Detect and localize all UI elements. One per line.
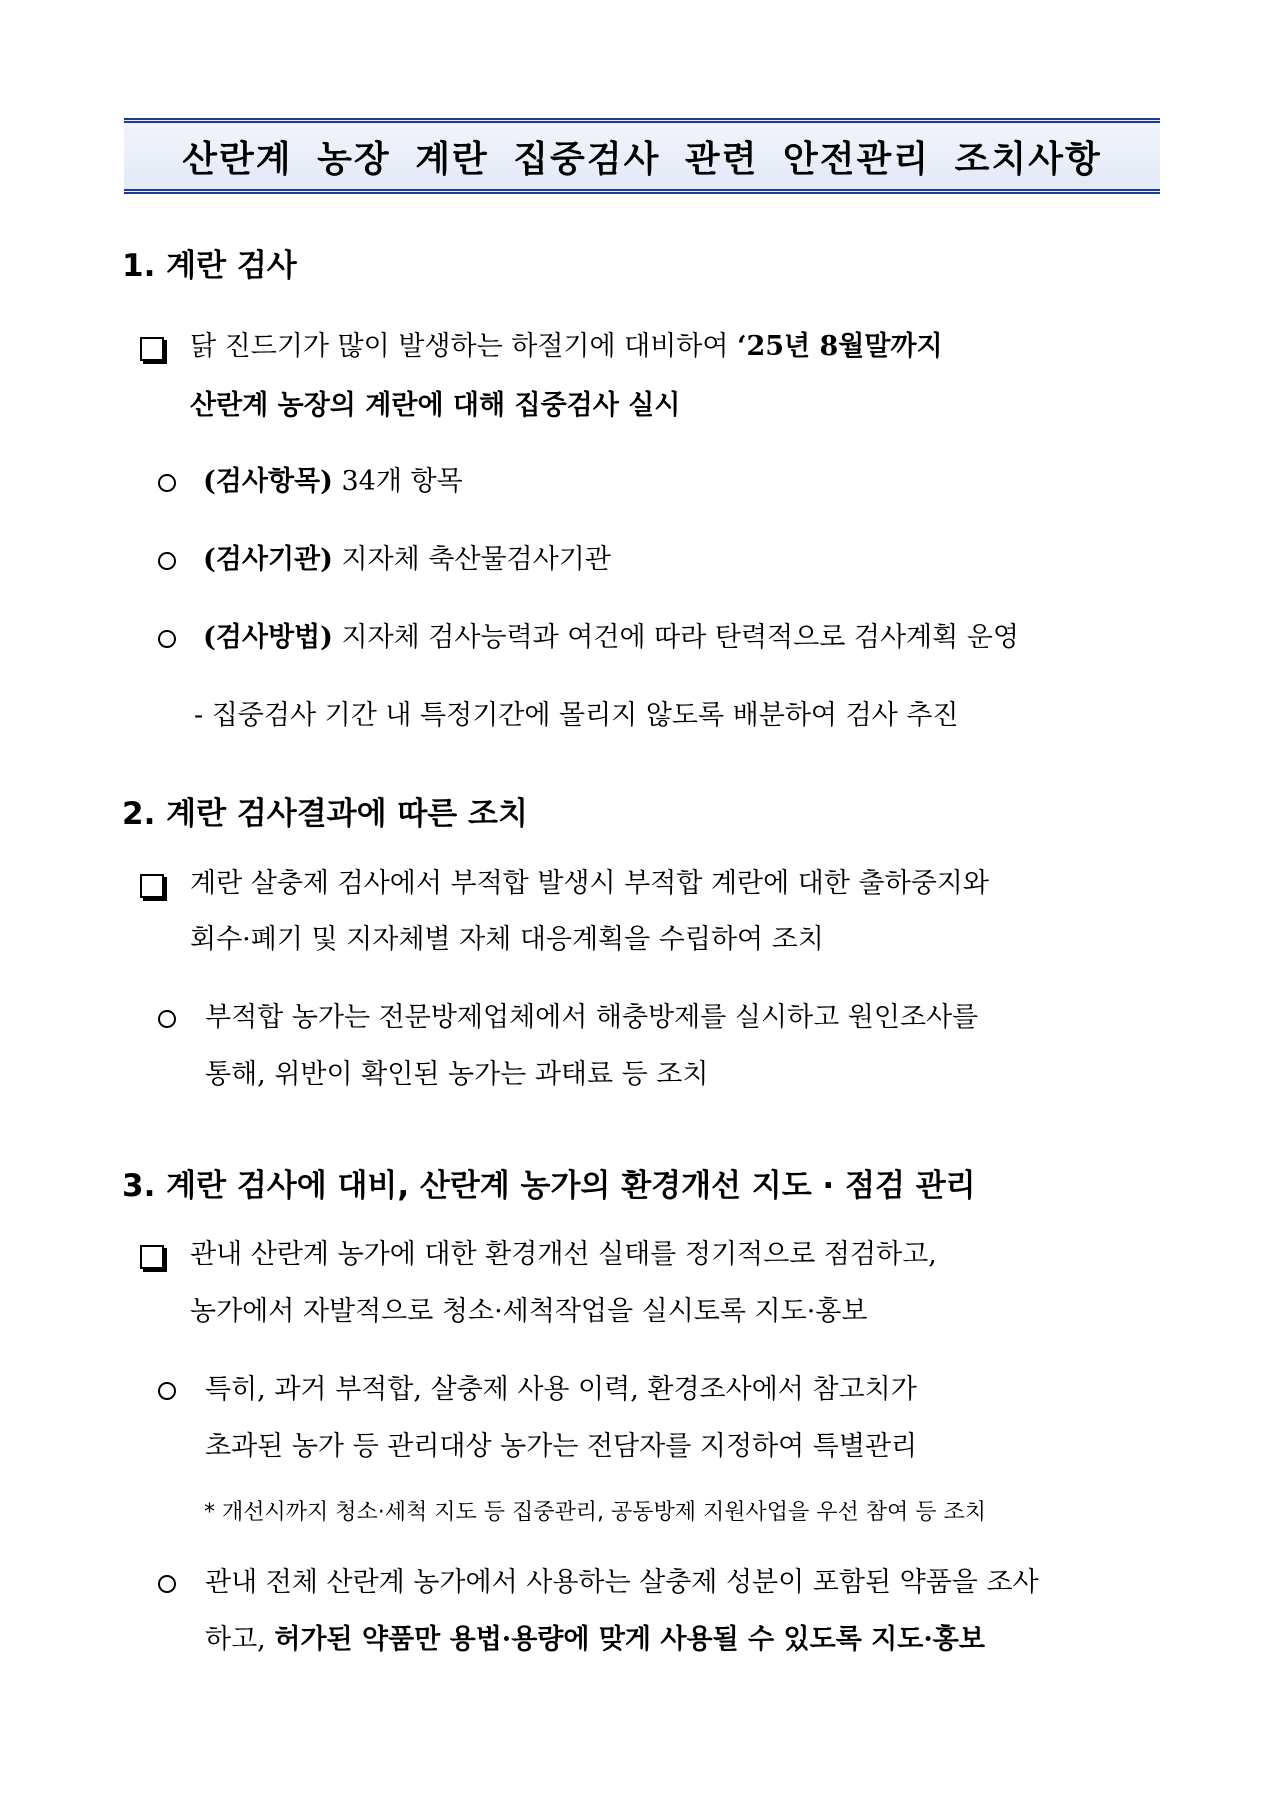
checkbox-square-icon [140,874,164,898]
checkbox-square-icon [140,337,164,361]
section-2-box-item-line-1 [140,870,989,897]
text-bold: 허가된 약품만 용법·용량에 맞게 사용될 수 있도록 지도·홍보 [274,1624,985,1655]
text: 닭 진드기가 많이 발생하는 하절기에 대비하여 [190,331,738,362]
item-label: (검사항목) [203,466,333,497]
item-label: (검사방법) [203,622,333,653]
item-text: 지자체 축산물검사기관 [332,544,611,575]
section-3-circle-item-2-line-2 [205,1626,985,1653]
section-3-note: * 개선시까지 청소·세척 지도 등 집중관리, 공동방제 지원사업을 우선 참여 등 조치 [204,1500,986,1525]
text: 하고, [205,1624,275,1655]
text: 관내 산란계 농가에 대한 환경개선 실태를 정기적으로 점검하고, [190,1239,937,1270]
section-3-circle-item-2-line-1 [158,1569,1039,1596]
section-2-circle-item-line-1 [158,1004,978,1031]
section-2-heading: 2. 계란 검사결과에 따른 조치 [122,796,528,832]
item-text: 지자체 검사능력과 여건에 따라 탄력적으로 검사계획 운영 [332,622,1019,653]
circle-bullet-icon [158,1010,176,1028]
text: 계란 살충제 검사에서 부적합 발생시 부적합 계란에 대한 출하중지와 [190,868,989,899]
section-3-heading: 3. 계란 검사에 대비, 산란계 농가의 환경개선 지도 · 점검 관리 [122,1168,976,1204]
section-2-box-item-line-2: 회수·폐기 및 지자체별 자체 대응계획을 수립하여 조치 [190,924,824,955]
section-3-circle-item-1-line-1 [158,1376,917,1403]
section-1-dash-item: - 집중검사 기간 내 특정기간에 몰리지 않도록 배분하여 검사 추진 [194,700,959,731]
section-2-circle-item-line-2: 통해, 위반이 확인된 농가는 과태료 등 조치 [205,1059,709,1090]
section-3-box-item-line-1 [140,1241,937,1268]
circle-bullet-icon [158,630,176,648]
circle-bullet-icon [158,474,176,492]
text: 관내 전체 산란계 농가에서 사용하는 살충제 성분이 포함된 약품을 조사 [205,1567,1039,1598]
circle-bullet-icon [158,552,176,570]
section-1-heading: 1. 계란 검사 [122,248,297,284]
title-banner [124,118,1160,194]
section-3-circle-item-1-line-2: 초과된 농가 등 관리대상 농가는 전담자를 지정하여 특별관리 [205,1431,918,1462]
section-3-box-item-line-2: 농가에서 자발적으로 청소·세척작업을 실시토록 지도·홍보 [190,1296,868,1327]
section-1-box-item-line-1 [140,333,943,360]
circle-bullet-icon [158,1575,176,1593]
circle-bullet-icon [158,1382,176,1400]
text: 특히, 과거 부적합, 살충제 사용 이력, 환경조사에서 참고치가 [205,1374,917,1405]
section-1-circle-item-3 [158,624,1019,651]
page-title: 산란계 농장 계란 집중검사 관련 안전관리 조치사항 [182,138,1102,180]
item-text: 34개 항목 [332,466,463,497]
section-1-circle-item-1 [158,468,463,495]
section-1-box-item-line-2: 산란계 농장의 계란에 대해 집중검사 실시 [190,390,681,421]
checkbox-square-icon [140,1245,164,1269]
item-label: (검사기관) [203,544,333,575]
text: 부적합 농가는 전문방제업체에서 해충방제를 실시하고 원인조사를 [205,1002,979,1033]
section-1-circle-item-2 [158,546,611,573]
text-bold: ‘25년 8월말까지 [737,331,943,362]
